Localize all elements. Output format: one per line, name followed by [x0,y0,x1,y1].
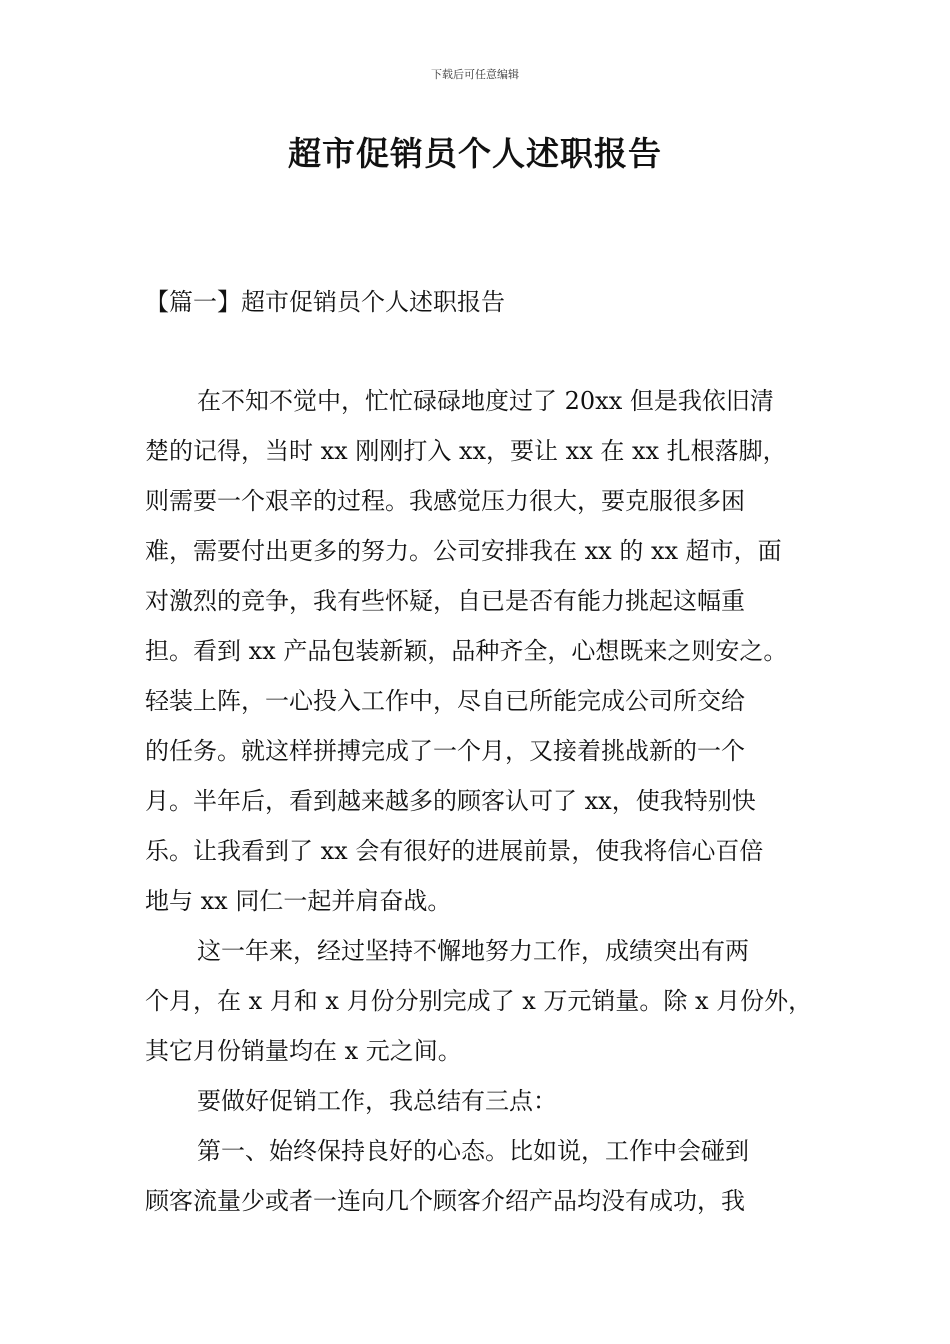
text-line: 难，需要付出更多的努力。公司安排我在 xx 的 xx 超市，面 [145,537,782,565]
text-line: 楚的记得，当时 xx 刚刚打入 xx，要让 xx 在 xx 扎根落脚， [145,437,787,465]
paragraph [145,1076,825,1126]
section-heading: 【篇一】超市促销员个人述职报告 [145,288,505,316]
paragraph [145,1126,825,1226]
text-line: 担。看到 xx 产品包装新颖，品种齐全，心想既来之则安之。 [145,637,788,665]
text-line: 第一、始终保持良好的心态。比如说，工作中会碰到 [197,1137,749,1165]
text-line: 这一年来，经过坚持不懈地努力工作，成绩突出有两 [197,937,749,965]
text-line: 对激烈的竞争，我有些怀疑，自已是否有能力挑起这幅重 [145,587,745,615]
text-line: 乐。让我看到了 xx 会有很好的进展前景，使我将信心百倍 [145,837,764,865]
text-line: 其它月份销量均在 x 元之间。 [145,1037,462,1065]
text-line: 月。半年后，看到越来越多的顾客认可了 xx，使我特别快 [145,787,756,815]
text-line: 要做好促销工作，我总结有三点： [197,1087,557,1115]
text-line: 轻装上阵，一心投入工作中，尽自已所能完成公司所交给 [145,687,745,715]
text-line: 顾客流量少或者一连向几个顾客介绍产品均没有成功，我 [145,1187,745,1215]
document-title: 超市促销员个人述职报告 [288,134,662,173]
text-line: 在不知不觉中，忙忙碌碌地度过了 20xx 但是我依旧清 [197,387,774,415]
text-line: 则需要一个艰辛的过程。我感觉压力很大，要克服很多困 [145,487,745,515]
document-body [145,376,825,1226]
text-line: 的任务。就这样拼搏完成了一个月，又接着挑战新的一个 [145,737,745,765]
paragraph [145,376,825,926]
header-note: 下载后可任意编辑 [431,68,519,81]
paragraph [145,926,825,1076]
text-line: 地与 xx 同仁一起并肩奋战。 [145,887,452,915]
text-line: 个月，在 x 月和 x 月份分别完成了 x 万元销量。除 x 月份外， [145,987,813,1015]
